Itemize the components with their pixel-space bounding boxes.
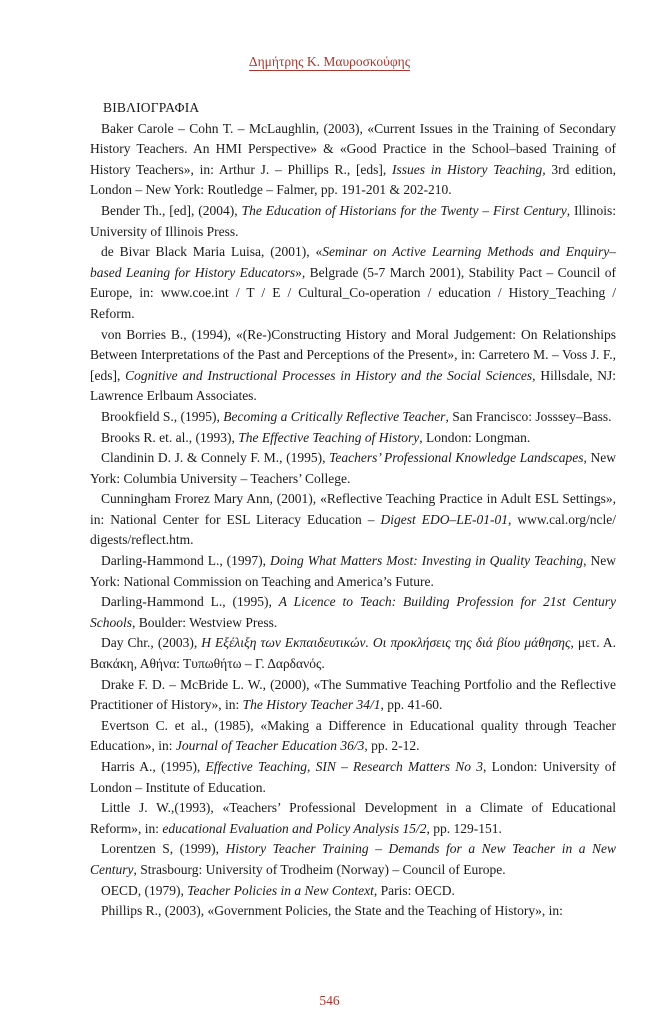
page-number: 546 <box>319 993 340 1008</box>
entry-text: , μετ. Α. Βακάκη, Αθήνα: Τυπωθήτω – Γ. Δαρδανός. <box>90 635 616 672</box>
entry-title: Effective Teaching, SIN – Research Matters No 3 <box>205 759 483 774</box>
entry-text: , Paris: OECD. <box>373 882 455 898</box>
entry-text: de Bivar Black Maria Luisa, (2001), « <box>101 244 323 260</box>
entry-title: Becoming a Critically Reflective Teacher <box>223 408 446 424</box>
entry-text: , Strasbourg: University of Trodheim (Norway) – Council of Europe. <box>133 861 506 877</box>
entry-text: , www.cal.org/ncle/ digests/reflect.htm. <box>90 511 616 548</box>
bibliography-entry <box>90 201 616 242</box>
bibliography-entry <box>90 839 616 880</box>
bibliography-entry <box>90 901 616 922</box>
entry-title: Teachers’ Professional Knowledge Landscapes <box>329 450 584 466</box>
bibliography-section <box>90 98 616 922</box>
entry-title: Doing What Matters Most: Investing in Quality Teaching <box>270 553 584 569</box>
entry-text: Clandinin D. J. & Connely F. M., (1995), <box>101 450 330 466</box>
entry-title: Teacher Policies in a New Context <box>187 882 374 898</box>
bibliography-entry <box>90 881 616 902</box>
bibliography-entry <box>90 242 616 324</box>
entry-text: », Belgrade (5-7 March 2001), Stability Pact – Council of Europe, in: www.coe.int / T / E / Cultural_Co-operation / education / History_Teaching / Reform. <box>90 264 617 321</box>
entry-text: , pp. 129-151. <box>426 820 502 836</box>
entry-text: , pp. 41-60. <box>380 697 443 713</box>
running-header <box>0 54 659 70</box>
bibliography-list <box>90 119 616 922</box>
entry-text: Phillips R., (2003), «Government Policies, the State and the Teaching of History», in: <box>101 903 563 919</box>
entry-title: Digest EDO–LE-01-01 <box>380 511 509 527</box>
entry-text: OECD, (1979), <box>101 882 188 898</box>
entry-text: Darling-Hammond L., (1997), <box>101 553 271 569</box>
entry-title: educational Evaluation and Policy Analysis 15/2 <box>162 820 427 836</box>
entry-text: Baker Carole – Cohn T. – McLaughlin, (2003), «Current Issues in the Training of Secondary History Teachers. An HMI Perspective» & «Good Practice in the School–based Training of History Teachers», in: Arthur J. – Phillips R., [eds], <box>90 120 616 177</box>
entry-text: , pp. 2-12. <box>364 738 420 754</box>
entry-title: History Teacher Training – Demands for a New Teacher in a New Century <box>90 841 617 877</box>
entry-title: The Education of Historians for the Twenty – First Century <box>241 202 567 218</box>
entry-text: von Borries B., (1994), «(Re-)Constructing History and Moral Judgement: On Relationships Between Interpretations of the Past and Perceptions of the Present», in: Carretero M. – Voss J. F., [eds], <box>90 326 616 383</box>
entry-title: Cognitive and Instructional Processes in History and the Social Sciences <box>125 367 533 383</box>
entry-title: Η Εξέλιξη των Εκπαιδευτικών. Οι προκλήσεις της διά βίου μάθησης <box>201 635 571 651</box>
entry-text: , Boulder: Westview Press. <box>132 614 278 630</box>
running-title: Δημήτρης Κ. Μαυροσκούφης <box>248 54 411 69</box>
entry-text: , San Francisco: Josssey–Bass. <box>445 408 612 424</box>
entry-text: , London: Longman. <box>419 429 531 445</box>
entry-text: Day Chr., (2003), <box>101 635 202 651</box>
entry-text: 3rd edition, London – New York: Routledge – Falmer, pp. 191-201 & 202-210. <box>90 161 616 198</box>
entry-text: , Hillsdale, NJ: Lawrence Erlbaum Associates. <box>90 367 616 404</box>
entry-title: Seminar on Active Learning Methods and Enquiry–based Leaning for History Educators <box>90 244 616 280</box>
bibliography-entry <box>90 428 616 449</box>
entry-title: A Licence to Teach: Building Profession for 21st Century Schools <box>90 594 616 630</box>
bibliography-entry <box>90 633 616 674</box>
entry-text: , London: University of London – Institute of Education. <box>90 759 617 795</box>
entry-text: , Illinois: University of Illinois Press. <box>90 202 616 239</box>
bibliography-entry <box>90 489 616 551</box>
bibliography-entry <box>90 798 616 839</box>
entry-title: The History Teacher 34/1 <box>242 697 381 713</box>
entry-text: Cunningham Frorez Mary Ann, (2001), «Reflective Teaching Practice in Adult ESL Settings», in: National Center for ESL Literacy Education – <box>90 491 616 527</box>
entry-text: Bender Th., [ed], (2004), <box>101 202 242 218</box>
bibliography-entry <box>90 448 616 489</box>
entry-text: Drake F. D. – McBride L. W., (2000), «The Summative Teaching Portfolio and the Reflective Practitioner of History», in: <box>90 676 616 713</box>
bibliography-entry <box>90 757 616 798</box>
bibliography-entry <box>90 592 616 633</box>
entry-text: Darling-Hammond L., (1995), <box>101 594 279 610</box>
entry-text: Brookfield S., (1995), <box>101 408 224 424</box>
entry-text: Evertson C. et al., (1985), «Making a Difference in Educational quality through Teacher Education», in: <box>90 717 616 754</box>
bibliography-entry <box>90 407 616 428</box>
bibliography-entry <box>90 551 616 592</box>
entry-text: , New York: National Commission on Teaching and America’s Future. <box>90 553 616 589</box>
entry-text: Brooks R. et. al., (1993), <box>101 429 239 445</box>
entry-title: Journal of Teacher Education 36/3 <box>175 738 365 754</box>
bibliography-entry <box>90 325 616 407</box>
bibliography-entry <box>90 119 616 201</box>
entry-text: Little J. W.,(1993), «Teachers’ Professional Development in a Climate of Educational Reform», in: <box>90 800 616 836</box>
entry-text: Harris A., (1995), <box>101 759 206 774</box>
bibliography-entry <box>90 716 616 757</box>
bibliography-entry <box>90 675 616 716</box>
entry-title: Issues in History Teaching, <box>392 161 546 177</box>
entry-text: Lorentzen S, (1999), <box>101 841 226 857</box>
section-title: ΒΙΒΛΙΟΓΡΑΦΙΑ <box>103 100 200 115</box>
entry-text: , New York: Columbia University – Teachers’ College. <box>90 450 616 486</box>
entry-title: The Effective Teaching of History <box>238 429 420 445</box>
